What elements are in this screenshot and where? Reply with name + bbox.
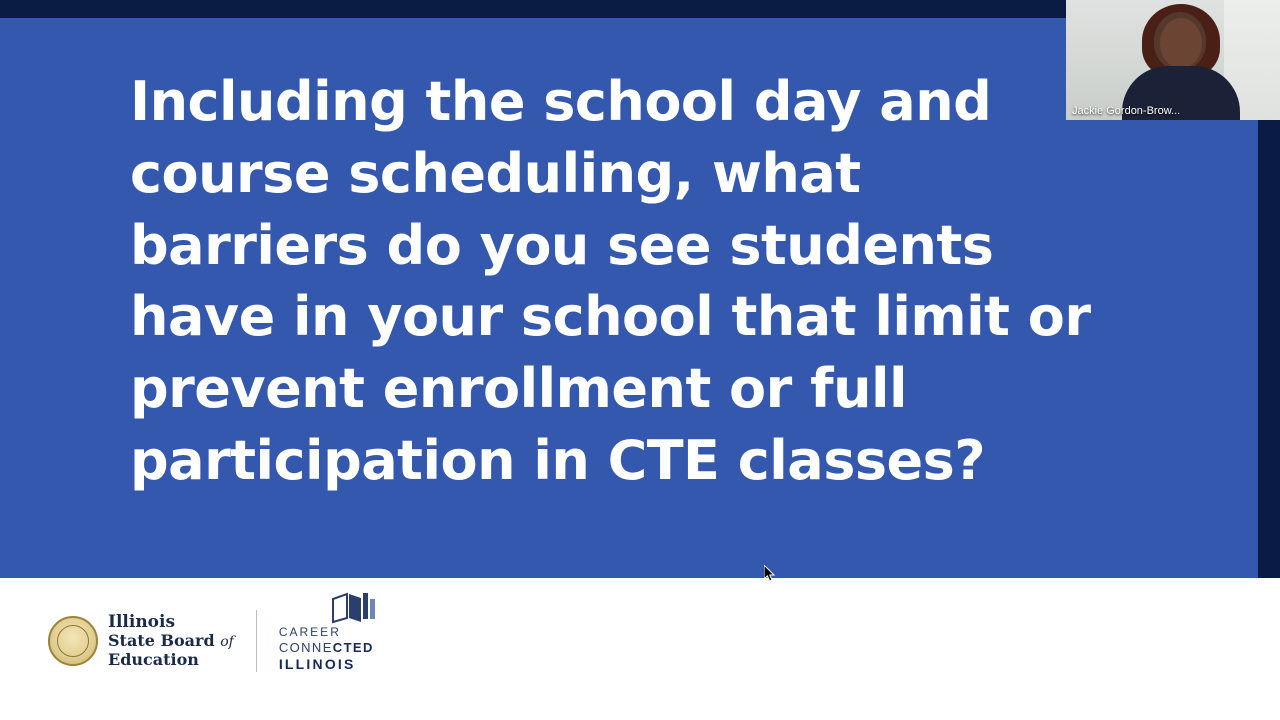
isbe-line-1: Illinois xyxy=(108,612,176,633)
open-book-icon xyxy=(331,591,377,625)
mouse-cursor xyxy=(764,565,776,583)
participant-name-label: Jackie Gordon-Brow... xyxy=(1072,105,1181,117)
ccil-line-2 xyxy=(279,640,374,656)
footer-logos xyxy=(48,606,374,676)
isbe-line-2-of: of xyxy=(220,634,234,651)
ccil-line-2-b: CTED xyxy=(332,639,374,655)
participant-video-tile[interactable] xyxy=(1066,0,1280,120)
slide-question-text: Including the school day and course scheduling, what barriers do you see students have in your school that limit or prevent enrollment or full participation in CTE classes? xyxy=(130,70,1091,493)
logo-divider xyxy=(256,610,257,672)
slide-footer xyxy=(0,578,1280,720)
ccil-line-1: CAREER xyxy=(278,625,341,640)
isbe-line-2-main: State Board xyxy=(108,631,215,651)
participant-face xyxy=(1160,18,1202,68)
career-connected-illinois-logo xyxy=(279,609,374,673)
isbe-logo-text xyxy=(108,613,234,669)
ccil-line-3: ILLINOIS xyxy=(278,655,356,672)
isbe-line-3: Education xyxy=(108,649,199,669)
illinois-state-seal-icon xyxy=(48,616,98,666)
ccil-line-2-a: CONNE xyxy=(278,639,333,655)
isbe-line-2 xyxy=(108,632,234,651)
